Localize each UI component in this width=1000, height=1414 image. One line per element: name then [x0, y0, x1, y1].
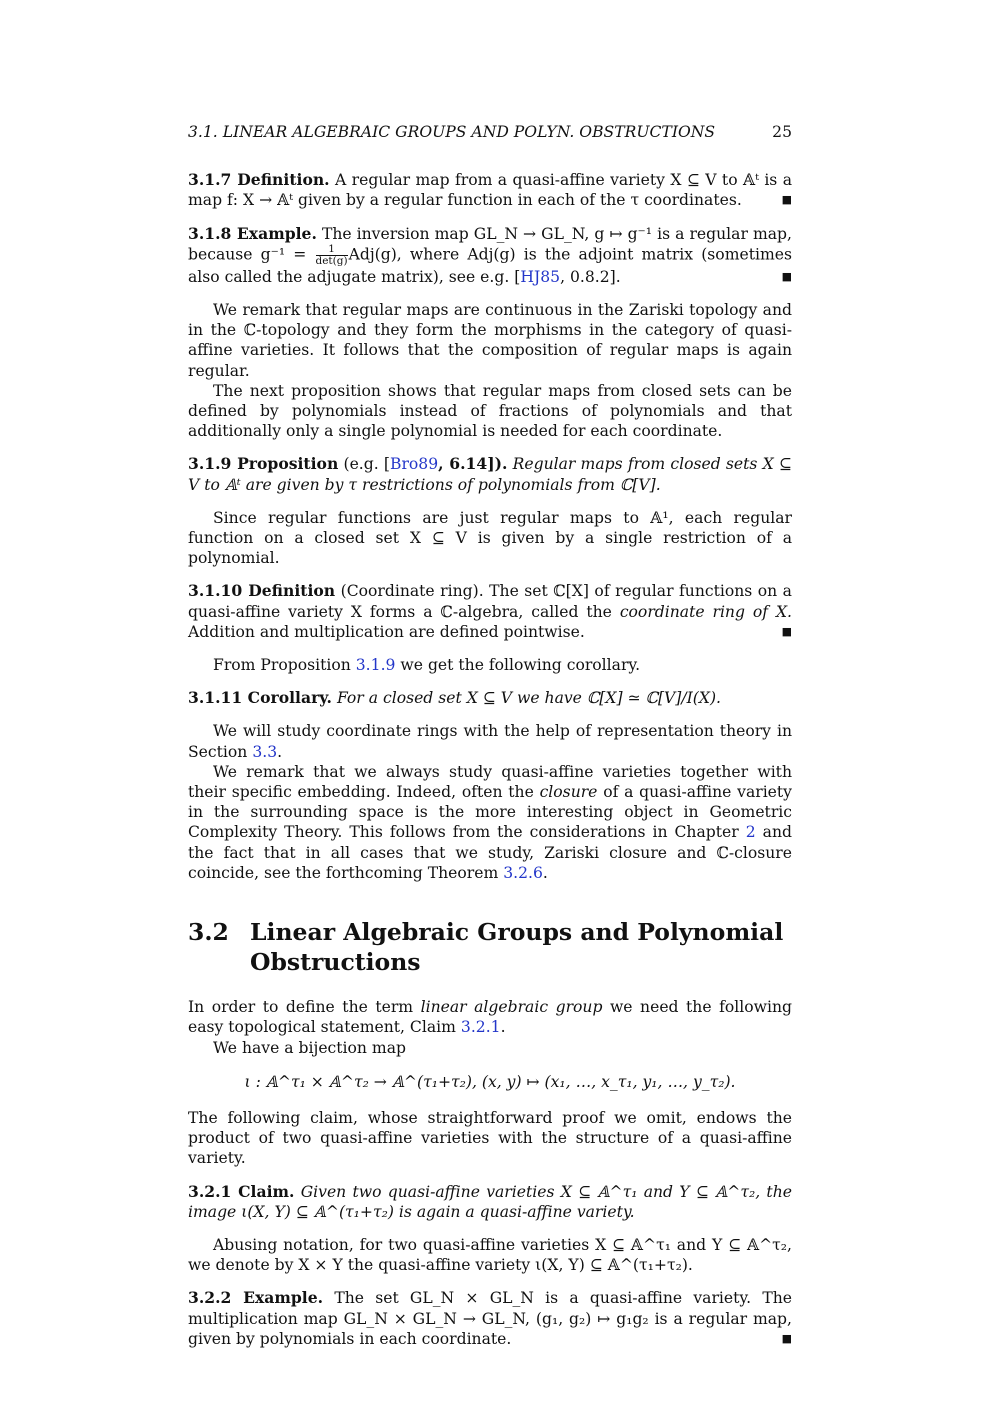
- qed-icon: ■: [781, 1331, 792, 1345]
- text: We will study coordinate rings with the help of representation theory in Section: [188, 722, 792, 761]
- paragraph: [188, 655, 792, 675]
- paragraph: [188, 997, 792, 1037]
- example-label: 3.2.2 Example.: [188, 1288, 324, 1308]
- example-text-b: Adj(g), where Adj(g) is the adjoint matrix (sometimes also called the adjugate matrix), see e.g. [: [188, 245, 792, 286]
- page: [188, 122, 792, 1362]
- definition-text-a: The set ℂ[X] of regular functions on a quasi-affine variety X forms a ℂ-algebra, called the: [188, 582, 792, 621]
- example-text-c: , 0.8.2].: [560, 267, 621, 286]
- fraction: [316, 244, 348, 267]
- proposition-statement: Regular maps from closed sets X ⊆ V to 𝔸ᵗ are given by τ restrictions of polynomials from ℂ[V].: [188, 455, 792, 494]
- text: .: [500, 1018, 506, 1037]
- display-equation: ι : 𝔸^τ₁ × 𝔸^τ₂ → 𝔸^(τ₁+τ₂), (x, y) ↦ (x₁, …, x_τ₁, y₁, …, y_τ₂).: [244, 1072, 736, 1091]
- definition-text: A regular map from a quasi-affine variety X ⊆ V to 𝔸ᵗ is a map f: X → 𝔸ᵗ given by a regular function in each of the τ coordinates.: [188, 171, 792, 210]
- proposition-post: , 6.14]).: [438, 454, 508, 474]
- paragraph-group-5: [188, 997, 792, 1168]
- term: linear algebraic group: [420, 998, 603, 1017]
- paragraph-group-3: [188, 655, 792, 675]
- proposition-pre: (e.g. [: [343, 455, 390, 474]
- paragraph-group-1: [188, 300, 792, 441]
- definition-label: 3.1.10 Definition: [188, 581, 336, 601]
- proposition-3-1-9: [188, 454, 792, 494]
- cross-ref-link[interactable]: 2: [745, 823, 756, 842]
- paragraph-group-4: [188, 721, 792, 883]
- running-title: 3.1. LINEAR ALGEBRAIC GROUPS AND POLYN. OBSTRUCTIONS: [188, 123, 716, 141]
- term: closure: [539, 783, 598, 802]
- definition-term: coordinate ring of X.: [619, 602, 793, 621]
- text: .: [277, 742, 283, 761]
- citation-link[interactable]: HJ85: [520, 267, 561, 286]
- paragraph: Since regular functions are just regular maps to 𝔸¹, each regular function on a closed set X ⊆ V is given by a single restriction of a polynomial.: [188, 508, 792, 568]
- example-label: 3.1.8 Example.: [188, 223, 317, 243]
- qed-icon: ■: [781, 624, 792, 638]
- claim-3-2-1: [188, 1182, 792, 1222]
- cross-ref-link[interactable]: 3.1.9: [355, 656, 396, 675]
- example-text-a: The inversion map GL_N → GL_N, g ↦ g⁻¹ is a regular map, because g⁻¹ =: [188, 224, 792, 264]
- paragraph: We have a bijection map: [213, 1038, 407, 1057]
- definition-3-1-10: [188, 581, 792, 642]
- text: .: [542, 863, 548, 882]
- corollary-3-1-11: [188, 688, 792, 708]
- paragraph: [188, 762, 792, 883]
- section-heading: [188, 917, 792, 977]
- example-3-2-2: [188, 1288, 792, 1349]
- text: We remark that we always study quasi-affine varieties together with their specific embedding. Indeed, often the: [188, 762, 792, 802]
- paragraph: Abusing notation, for two quasi-affine varieties X ⊆ 𝔸^τ₁ and Y ⊆ 𝔸^τ₂, we denote by X × Y the quasi-affine variety ι(X, Y) ⊆ 𝔸^(τ₁+τ₂).: [188, 1235, 792, 1275]
- definition-3-1-7: [188, 170, 792, 210]
- paragraph-group-2: [188, 508, 792, 569]
- definition-text-b: Addition and multiplication are defined pointwise.: [188, 622, 585, 641]
- text: In order to define the term: [188, 998, 414, 1017]
- paragraph: We remark that regular maps are continuous in the Zariski topology and in the ℂ-topology and they form the morphisms in the category of quasi-affine varieties. It follows that the composition of regular maps is again regular.: [188, 301, 792, 380]
- claim-label: 3.2.1 Claim.: [188, 1181, 295, 1201]
- corollary-statement: For a closed set X ⊆ V we have ℂ[X] ≃ ℂ[V]/I(X).: [336, 689, 722, 708]
- qed-icon: ■: [781, 269, 792, 283]
- definition-paren: (Coordinate ring).: [340, 582, 484, 601]
- example-3-1-8: [188, 224, 792, 287]
- claim-statement: Given two quasi-affine varieties X ⊆ 𝔸^τ₁ and Y ⊆ 𝔸^τ₂, the image ι(X, Y) ⊆ 𝔸^(τ₁+τ₂) is again a quasi-affine variety.: [188, 1182, 792, 1221]
- qed-icon: ■: [781, 193, 792, 207]
- paragraph-group-6: [188, 1235, 792, 1275]
- example-text: The set GL_N × GL_N is a quasi-affine variety. The multiplication map GL_N × GL_N → GL_N, (g₁, g₂) ↦ g₁g₂ is a regular map, given by polynomials in each coordinate.: [188, 1289, 792, 1348]
- cross-ref-link[interactable]: 3.2.6: [503, 863, 543, 882]
- section-number: 3.2: [188, 918, 229, 947]
- cross-ref-link[interactable]: 3.2.1: [460, 1018, 501, 1037]
- text: From Proposition: [213, 656, 351, 675]
- citation-link[interactable]: Bro89: [390, 455, 439, 474]
- text: we need the following easy topological statement, Claim: [188, 998, 792, 1037]
- cross-ref-link[interactable]: 3.3: [252, 742, 278, 761]
- running-head: [188, 122, 792, 142]
- section-title: Linear Algebraic Groups and Polynomial Obstructions: [250, 918, 784, 977]
- text: we get the following corollary.: [400, 656, 641, 675]
- fraction-denominator: det(g): [315, 254, 348, 267]
- fraction-numerator: 1: [328, 242, 335, 255]
- text: of a quasi-affine variety in the surrounding space is the more interesting object in Geometric Complexity Theory. This follows from the considerations in Chapter: [188, 783, 792, 842]
- corollary-label: 3.1.11 Corollary.: [188, 688, 332, 708]
- proposition-label: 3.1.9 Proposition: [188, 454, 339, 474]
- definition-label: 3.1.7 Definition.: [188, 170, 330, 190]
- paragraph: The following claim, whose straightforward proof we omit, endows the product of two quasi-affine varieties with the structure of a quasi-affine variety.: [188, 1108, 792, 1168]
- text: and the fact that in all cases that we study, Zariski closure and ℂ-closure coincide, see the forthcoming Theorem: [188, 823, 792, 882]
- paragraph: The next proposition shows that regular maps from closed sets can be defined by polynomials instead of fractions of polynomials and that additionally only a single polynomial is needed for each coordinate.: [188, 381, 792, 441]
- page-number: 25: [772, 123, 792, 141]
- paragraph: [188, 721, 792, 761]
